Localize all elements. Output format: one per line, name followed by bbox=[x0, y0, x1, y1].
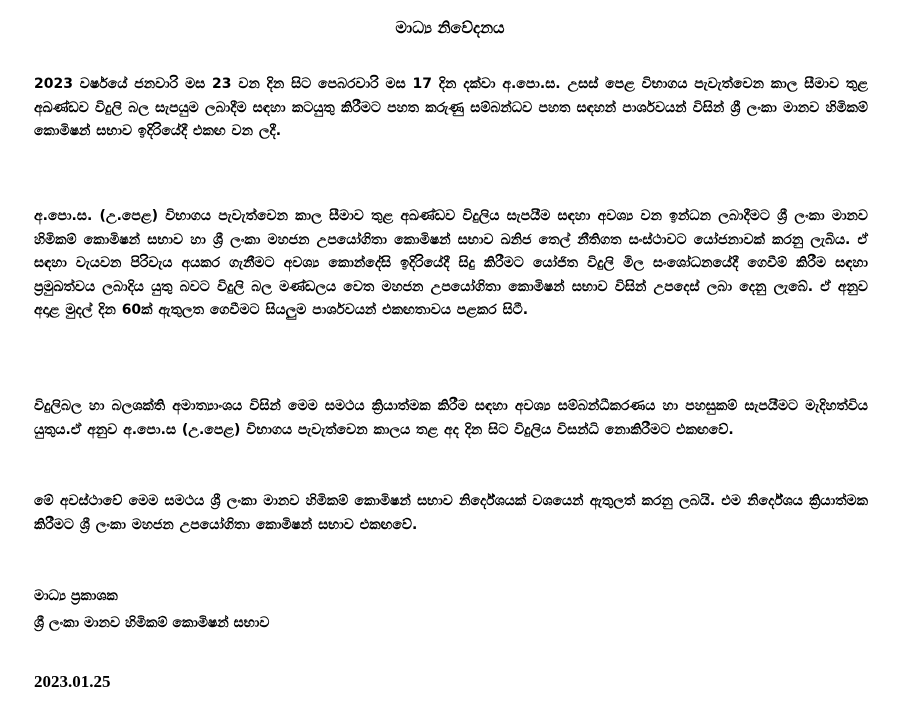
signature-role: මාධ්‍ය ප්‍රකාශක bbox=[34, 588, 118, 604]
paragraph-fuel-supply: අ.පො.ස. (උ.පෙළ) විභාගය පැවැත්වෙන කාල සීමාව තුළ අඛණ්ඩව විදුලිය සැපයීම සඳහා අවශ්‍ය වන ඉන්ධන ලබාදීමට ශ්‍රී ලංකා මානව හිමිකම් කොමිෂන් සභාව හා ශ්‍රී ලංකා මහජන උපයෝගිතා කොමිෂන් සභාව ඛනිජ තෙල් නීතිගත සංස්ථාවට යෝජනාවක් කරනු ලැබිය. ඒ සඳහා වැයවන පිරිවැය අයකර ගැනීමට අවශ්‍ය කොන්දේසි ඉදිරියේදී සිදු කිරීමට යෝජිත විදුලි මිල සංශෝධනයේදී ගෙවීම් කිරීම සඳහා ප්‍රමුඛත්වය ලබාදිය යුතු බවට විදුලි බල මණ්ඩලය වෙත මහජන උපයෝගිතා කොමිෂන් සභාව විසින් උපදෙස් ලබා දෙනු ලැබේ. ඒ අනුව අදාළ මුදල් දින 60ක් ඇතුලත ගෙවීමට සියලුම පාර්ශවයන් එකඟතාවය පළකර සිටී. bbox=[34, 208, 868, 319]
paragraph-ministry-coordination: විදුලිබල හා බලශක්ති අමාත්‍යාංශය විසින් මෙම සමථය ක්‍රියාත්මක කිරීම සඳහා අවශ්‍ය සම්බන්ධීකරණය හා පහසුකම් සැපයීමට මැදිහත්විය යුතුය.ඒ අනුව අ.පො.ස (උ.පෙළ) විභාගය පැවැත්වෙන කාලය තළ අද දින සිට විදුලිය විසන්ධි නොකිරීමට එකඟවේ. bbox=[34, 398, 868, 438]
paragraph-agreement-summary: 2023 වර්ෂයේ ජනවාරි මස 23 වන දින සිට පෙබරවාරි මස 17 දින දක්වා අ.පො.ස. උසස් පෙළ විභාගය පැවැත්වෙන කාල සීමාව තුළ අඛණ්ඩව විදුලි බල සැපයුම ලබාදීම සඳහා කටයුතු කිරීමට පහත කරුණු සම්බන්ධව පහත සඳහන් පාර්ශවයන් විසින් ශ්‍රී ලංකා මානව හිමිකම් කොමිෂන් සභාව ඉදිරියේදී එකඟ වන ලදී. bbox=[34, 76, 868, 140]
document-date: 2023.01.25 bbox=[34, 672, 111, 691]
signature-organization: ශ්‍රී ලංකා මානව හිමිකම් කොමිෂන් සභාව bbox=[34, 615, 270, 631]
document-title: මාධ්‍ය නිවේදනය bbox=[395, 18, 505, 37]
paragraph-recommendation: මේ අවස්ථාවේ මෙම සමථය ශ්‍රී ලංකා මානව හිමිකම් කොමිෂන් සභාව නිර්දේශයක් වශයෙන් ඇතුලත් කරනු ලබයි. එම නිර්දේශය ක්‍රියාත්මක කිරීමට ශ්‍රී ලංකා මහජන උපයෝගිතා කොමිෂන් සභාව එකඟවේ. bbox=[34, 493, 868, 533]
